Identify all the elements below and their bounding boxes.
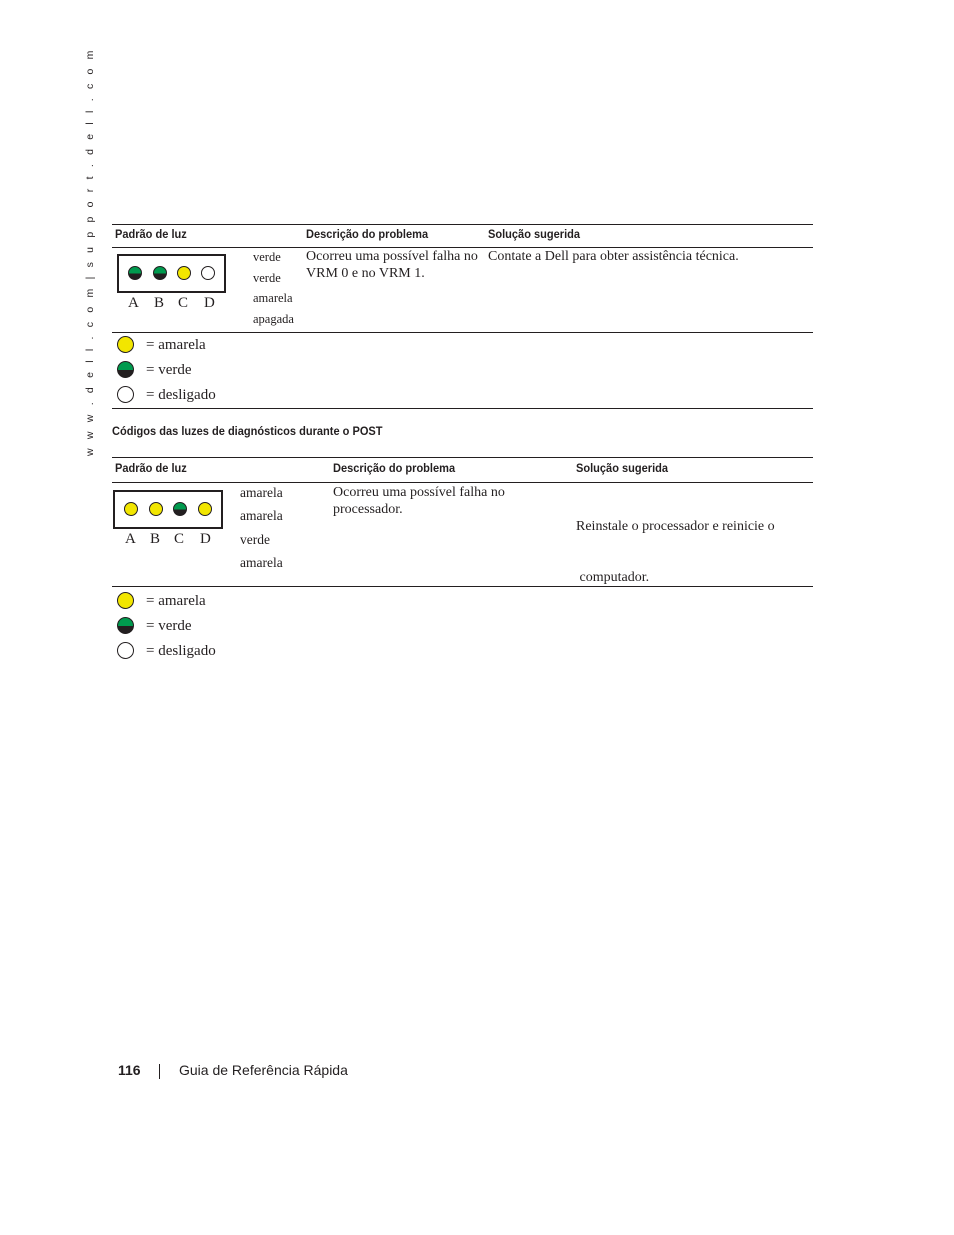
section-caption: Códigos das luzes de diagnósticos durante o POST [112, 424, 383, 438]
legend1-green-label: = verde [146, 362, 192, 378]
table2-solution-line2: computador. [576, 570, 650, 585]
legend2-green-led-icon [117, 617, 134, 634]
table2-letter-a: A [125, 531, 136, 547]
table2-letter-b: B [150, 531, 161, 547]
table2-header-solution: Solução sugerida [576, 461, 669, 475]
table1-header-solution: Solução sugerida [488, 227, 581, 241]
table1-letter-b: B [154, 295, 165, 311]
table1-led-c-icon [177, 266, 191, 280]
table1-state-a: verde [253, 250, 281, 264]
table2-header-rule [112, 482, 813, 483]
table1-top-rule [112, 224, 813, 225]
table2-header-description: Descrição do problema [333, 461, 456, 475]
table1-state-d: apagada [253, 311, 294, 326]
legend1-off-label: = desligado [146, 387, 216, 403]
legend2-yellow-label: = amarela [146, 593, 206, 609]
table1-led-b-icon [153, 266, 167, 280]
legend2-off-label: = desligado [146, 643, 216, 659]
table1-states [253, 247, 294, 329]
table1-header-description: Descrição do problema [306, 227, 429, 241]
table2-description [333, 484, 505, 518]
legend2-off-led-icon [117, 642, 134, 659]
table2-header-pattern: Padrão de luz [115, 461, 187, 475]
table2-description-line1: Ocorreu uma possível falha no [333, 485, 505, 500]
page-number: 116 [118, 1062, 141, 1078]
table2-state-a: amarela [240, 485, 283, 500]
table2-led-b-icon [149, 502, 163, 516]
table1-header-pattern: Padrão de luz [115, 227, 187, 241]
table2-state-d: amarela [240, 554, 283, 570]
table1-led-a-icon [128, 266, 142, 280]
table2-letter-d: D [200, 531, 211, 547]
table1-led-panel [117, 254, 226, 293]
table2-state-b: amarela [240, 508, 283, 524]
table2-letter-c: C [174, 531, 185, 547]
table2-led-panel [113, 490, 223, 529]
table2-led-c-icon [173, 502, 187, 516]
side-url: w w w . d e l l . c o m | s u p p o r t . d e l l . c o m [84, 47, 96, 456]
legend2-green-label: = verde [146, 618, 192, 634]
table1-led-d-icon [201, 266, 215, 280]
legend1-yellow-label: = amarela [146, 337, 206, 353]
table2-states [240, 481, 283, 574]
table2-solution-line1: Reinstale o processador e reinicie o [576, 519, 775, 534]
table2-description-line2: processador. [333, 502, 403, 517]
table2-state-c: verde [240, 531, 270, 547]
legend2-yellow-led-icon [117, 592, 134, 609]
legend1-off-led-icon [117, 386, 134, 403]
legend1-yellow-led-icon [117, 336, 134, 353]
table2-led-d-icon [198, 502, 212, 516]
table1-letter-a: A [128, 295, 139, 311]
table1-letter-d: D [204, 295, 215, 311]
legend1-green-led-icon [117, 361, 134, 378]
table1-description-line1: Ocorreu uma possível falha no [306, 249, 478, 264]
table1-description [306, 248, 478, 282]
table1-row-rule [112, 332, 813, 333]
table1-state-b: verde [253, 270, 281, 285]
table1-letter-c: C [178, 295, 189, 311]
table2-led-a-icon [124, 502, 138, 516]
table2-bottom-rule [112, 586, 813, 587]
footer-separator [159, 1064, 160, 1079]
footer-title: Guia de Referência Rápida [179, 1062, 348, 1078]
table1-bottom-rule [112, 408, 813, 409]
table1-solution: Contate a Dell para obter assistência técnica. [488, 249, 739, 264]
table1-description-line2: VRM 0 e no VRM 1. [306, 266, 425, 281]
table2-top-rule [112, 457, 813, 458]
table1-state-c: amarela [253, 291, 293, 305]
